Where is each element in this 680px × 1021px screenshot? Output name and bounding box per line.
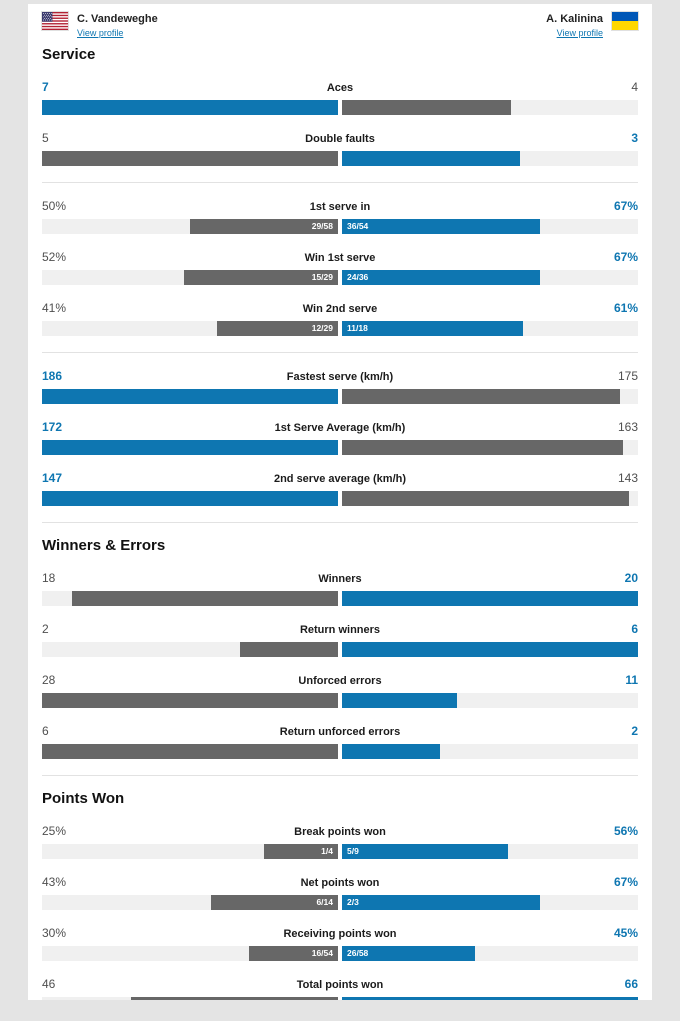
stat-row bbox=[42, 369, 638, 404]
right-bar-fill bbox=[342, 100, 511, 115]
right-bar-track bbox=[342, 693, 638, 708]
left-bar-fill bbox=[42, 100, 338, 115]
stat-bar bbox=[42, 642, 638, 657]
stat-row bbox=[42, 80, 638, 115]
right-player-value: 3 bbox=[631, 131, 638, 145]
right-player-value: 61% bbox=[613, 301, 638, 315]
right-bar-fill bbox=[342, 389, 620, 404]
match-stats-card bbox=[28, 4, 652, 1000]
left-bar-track bbox=[42, 440, 338, 455]
stat-head bbox=[42, 875, 638, 891]
right-bar-track bbox=[342, 151, 638, 166]
stat-bar bbox=[42, 997, 638, 1000]
right-bar-fill bbox=[342, 440, 623, 455]
stat-label: Receiving points won bbox=[283, 928, 397, 940]
left-bar-track bbox=[42, 100, 338, 115]
right-player-value: 66 bbox=[624, 977, 638, 991]
player-left-name: C. Vandeweghe bbox=[77, 13, 158, 25]
stat-row bbox=[42, 622, 638, 657]
stat-row bbox=[42, 875, 638, 910]
stat-head bbox=[42, 622, 638, 638]
right-fraction: 36/54 bbox=[347, 221, 369, 231]
right-player-value: 163 bbox=[617, 420, 638, 434]
right-bar-track bbox=[342, 744, 638, 759]
left-bar-track bbox=[42, 946, 338, 961]
left-fraction: 16/54 bbox=[311, 948, 333, 958]
stat-head bbox=[42, 926, 638, 942]
stat-label: Winners bbox=[318, 573, 362, 585]
right-bar-fill bbox=[342, 270, 540, 285]
left-bar-fill bbox=[249, 946, 338, 961]
players-header bbox=[42, 12, 638, 38]
left-bar-fill bbox=[131, 997, 338, 1000]
left-bar-track bbox=[42, 219, 338, 234]
stat-group bbox=[42, 571, 638, 759]
left-player-value: 43% bbox=[42, 875, 67, 889]
stat-bar bbox=[42, 693, 638, 708]
right-bar-fill bbox=[342, 491, 629, 506]
us-flag-icon bbox=[42, 12, 68, 30]
left-bar-track bbox=[42, 389, 338, 404]
right-player-value: 6 bbox=[631, 622, 638, 636]
stat-label: Fastest serve (km/h) bbox=[286, 371, 394, 383]
right-player-value: 67% bbox=[613, 875, 638, 889]
stat-row bbox=[42, 824, 638, 859]
stat-row bbox=[42, 301, 638, 336]
left-fraction: 1/4 bbox=[321, 846, 333, 856]
stat-row bbox=[42, 250, 638, 285]
stat-row bbox=[42, 724, 638, 759]
right-bar-track bbox=[342, 946, 638, 961]
left-player-value: 46 bbox=[42, 977, 56, 991]
stat-head bbox=[42, 420, 638, 436]
right-bar-fill bbox=[342, 591, 638, 606]
left-bar-fill bbox=[217, 321, 338, 336]
left-player-value: 25% bbox=[42, 824, 67, 838]
left-player-value: 18 bbox=[42, 571, 56, 585]
stat-group bbox=[42, 199, 638, 336]
left-player-value: 30% bbox=[42, 926, 67, 940]
left-bar-track bbox=[42, 642, 338, 657]
divider bbox=[42, 775, 638, 776]
right-bar-fill bbox=[342, 321, 523, 336]
right-bar-track bbox=[342, 844, 638, 859]
right-fraction: 2/3 bbox=[347, 897, 359, 907]
divider bbox=[42, 352, 638, 353]
stat-label: 2nd serve average (km/h) bbox=[273, 473, 407, 485]
divider bbox=[42, 182, 638, 183]
stat-row bbox=[42, 571, 638, 606]
stat-row bbox=[42, 131, 638, 166]
left-bar-track bbox=[42, 895, 338, 910]
section-title: Points Won bbox=[42, 790, 125, 807]
stat-bar bbox=[42, 744, 638, 759]
left-fraction: 15/29 bbox=[311, 272, 333, 282]
stat-row bbox=[42, 673, 638, 708]
left-player-value: 41% bbox=[42, 301, 67, 315]
left-bar-fill bbox=[190, 219, 338, 234]
right-fraction: 5/9 bbox=[347, 846, 359, 856]
left-bar-track bbox=[42, 151, 338, 166]
right-bar-track bbox=[342, 642, 638, 657]
right-bar-fill bbox=[342, 895, 540, 910]
left-player-value: 6 bbox=[42, 724, 49, 738]
stat-head bbox=[42, 673, 638, 689]
stat-group bbox=[42, 824, 638, 1000]
section-title: Service bbox=[42, 46, 96, 63]
stat-label: Net points won bbox=[300, 877, 380, 889]
stat-label: Unforced errors bbox=[298, 675, 382, 687]
left-fraction: 29/58 bbox=[311, 221, 333, 231]
player-left-view-profile-link[interactable]: View profile bbox=[77, 28, 124, 38]
left-bar-track bbox=[42, 997, 338, 1000]
stat-head bbox=[42, 824, 638, 840]
stat-group bbox=[42, 369, 638, 506]
stat-bar bbox=[42, 844, 638, 859]
stat-bar bbox=[42, 946, 638, 961]
right-player-value: 45% bbox=[613, 926, 638, 940]
left-bar-fill bbox=[42, 389, 338, 404]
stat-bar bbox=[42, 591, 638, 606]
stat-bar bbox=[42, 151, 638, 166]
left-fraction: 6/14 bbox=[316, 897, 333, 907]
left-bar-fill bbox=[42, 491, 338, 506]
stat-bar bbox=[42, 270, 638, 285]
left-bar-track bbox=[42, 591, 338, 606]
left-bar-track bbox=[42, 693, 338, 708]
right-bar-fill bbox=[342, 219, 540, 234]
ukraine-flag-icon bbox=[612, 12, 638, 30]
stat-row bbox=[42, 926, 638, 961]
stat-head bbox=[42, 369, 638, 385]
right-bar-fill bbox=[342, 642, 638, 657]
player-right bbox=[546, 12, 638, 38]
stat-label: Break points won bbox=[294, 826, 386, 838]
stat-bar bbox=[42, 389, 638, 404]
left-player-value: 172 bbox=[42, 420, 63, 434]
left-fraction: 12/29 bbox=[311, 323, 333, 333]
right-bar-fill bbox=[342, 844, 508, 859]
stat-group bbox=[42, 80, 638, 166]
left-bar-fill bbox=[72, 591, 338, 606]
stat-label: Return winners bbox=[299, 624, 381, 636]
stat-label: Aces bbox=[326, 82, 354, 94]
left-bar-fill bbox=[240, 642, 338, 657]
left-bar-fill bbox=[42, 151, 338, 166]
right-bar-fill bbox=[342, 946, 475, 961]
stat-bar bbox=[42, 321, 638, 336]
stat-label: 1st Serve Average (km/h) bbox=[274, 422, 406, 434]
right-player-value: 143 bbox=[617, 471, 638, 485]
left-bar-track bbox=[42, 270, 338, 285]
left-player-value: 147 bbox=[42, 471, 63, 485]
player-right-name: A. Kalinina bbox=[546, 13, 603, 25]
stat-head bbox=[42, 977, 638, 993]
right-bar-fill bbox=[342, 151, 520, 166]
right-bar-track bbox=[342, 389, 638, 404]
left-bar-track bbox=[42, 844, 338, 859]
stat-label: Total points won bbox=[296, 979, 384, 991]
stat-row bbox=[42, 420, 638, 455]
right-player-value: 67% bbox=[613, 199, 638, 213]
stat-section bbox=[42, 537, 638, 759]
right-bar-fill bbox=[342, 997, 638, 1000]
right-bar-track bbox=[342, 491, 638, 506]
right-bar-track bbox=[342, 440, 638, 455]
divider bbox=[42, 522, 638, 523]
right-player-value: 56% bbox=[613, 824, 638, 838]
stat-head bbox=[42, 471, 638, 487]
stat-bar bbox=[42, 219, 638, 234]
left-bar-fill bbox=[264, 844, 338, 859]
left-player-value: 52% bbox=[42, 250, 67, 264]
right-bar-track bbox=[342, 997, 638, 1000]
stat-bar bbox=[42, 440, 638, 455]
stat-row bbox=[42, 977, 638, 1000]
left-bar-track bbox=[42, 321, 338, 336]
stat-label: Win 2nd serve bbox=[302, 303, 378, 315]
stats-container bbox=[42, 46, 638, 1000]
left-bar-fill bbox=[42, 744, 338, 759]
stat-label: Return unforced errors bbox=[279, 726, 401, 738]
stat-row bbox=[42, 199, 638, 234]
left-player-value: 186 bbox=[42, 369, 63, 383]
right-player-value: 67% bbox=[613, 250, 638, 264]
left-player-value: 5 bbox=[42, 131, 49, 145]
right-player-value: 2 bbox=[631, 724, 638, 738]
stat-row bbox=[42, 471, 638, 506]
left-player-value: 7 bbox=[42, 80, 49, 94]
right-bar-track bbox=[342, 100, 638, 115]
right-player-value: 20 bbox=[624, 571, 638, 585]
left-player-value: 28 bbox=[42, 673, 56, 687]
stat-label: Win 1st serve bbox=[304, 252, 376, 264]
left-bar-fill bbox=[184, 270, 338, 285]
stat-head bbox=[42, 250, 638, 266]
left-bar-fill bbox=[42, 693, 338, 708]
right-fraction: 24/36 bbox=[347, 272, 369, 282]
right-bar-track bbox=[342, 270, 638, 285]
stat-head bbox=[42, 80, 638, 96]
stat-head bbox=[42, 199, 638, 215]
left-bar-track bbox=[42, 744, 338, 759]
player-left bbox=[42, 12, 158, 38]
player-right-view-profile-link[interactable]: View profile bbox=[556, 28, 603, 38]
right-player-value: 175 bbox=[617, 369, 638, 383]
stat-bar bbox=[42, 491, 638, 506]
right-fraction: 26/58 bbox=[347, 948, 369, 958]
stat-section bbox=[42, 790, 638, 1000]
stat-head bbox=[42, 301, 638, 317]
right-fraction: 11/18 bbox=[347, 323, 368, 333]
left-bar-fill bbox=[42, 440, 338, 455]
left-bar-fill bbox=[211, 895, 338, 910]
stat-section bbox=[42, 46, 638, 506]
stat-bar bbox=[42, 895, 638, 910]
right-player-value: 4 bbox=[631, 80, 638, 94]
stat-head bbox=[42, 571, 638, 587]
stat-label: 1st serve in bbox=[309, 201, 371, 213]
stat-bar bbox=[42, 100, 638, 115]
right-bar-fill bbox=[342, 744, 440, 759]
section-title: Winners & Errors bbox=[42, 537, 166, 554]
stat-label: Double faults bbox=[305, 133, 375, 145]
right-bar-track bbox=[342, 591, 638, 606]
right-bar-track bbox=[342, 219, 638, 234]
stat-head bbox=[42, 724, 638, 740]
left-player-value: 50% bbox=[42, 199, 67, 213]
left-bar-track bbox=[42, 491, 338, 506]
right-bar-track bbox=[342, 321, 638, 336]
stat-head bbox=[42, 131, 638, 147]
right-bar-track bbox=[342, 895, 638, 910]
right-bar-fill bbox=[342, 693, 457, 708]
right-player-value: 11 bbox=[625, 673, 638, 687]
left-player-value: 2 bbox=[42, 622, 49, 636]
